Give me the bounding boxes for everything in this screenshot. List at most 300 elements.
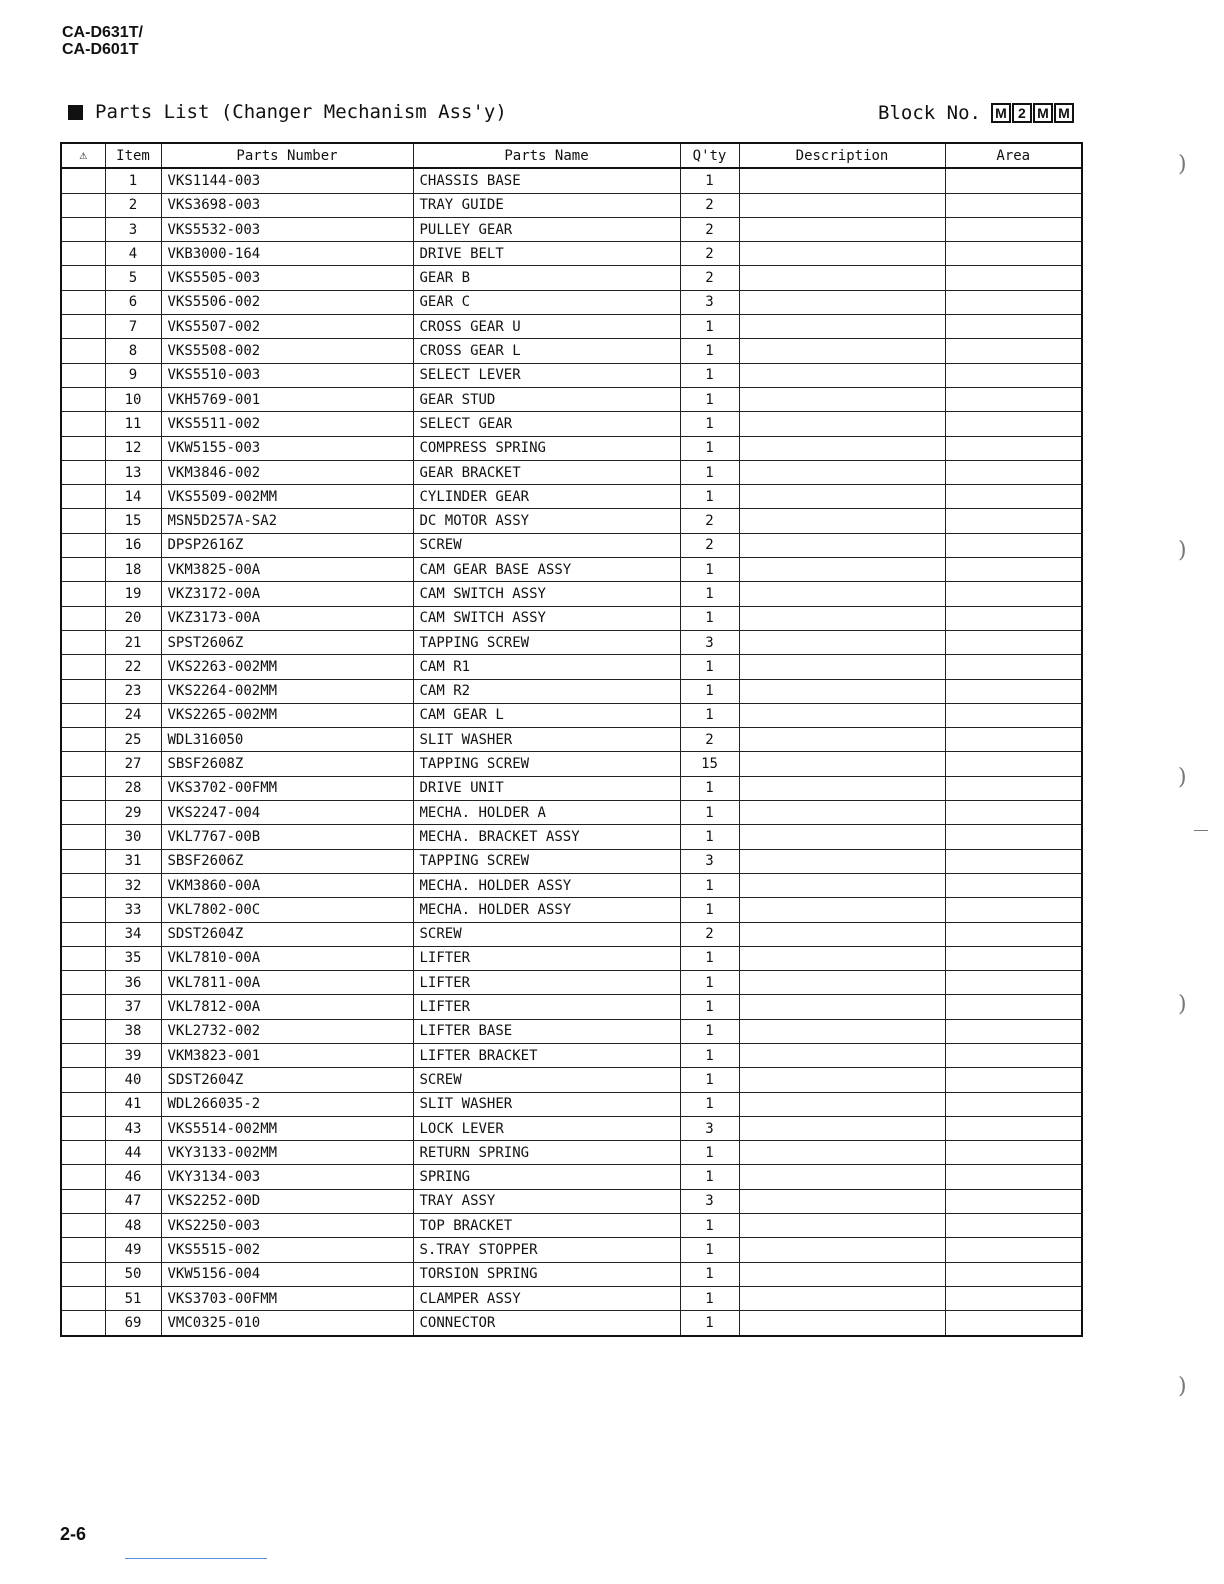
qty-cell: 2 [680, 242, 739, 266]
square-bullet-icon [68, 105, 83, 120]
qty-cell: 1 [680, 1262, 739, 1286]
item-cell: 4 [105, 242, 161, 266]
parts-number-cell: VKW5155-003 [161, 436, 413, 460]
item-cell: 9 [105, 363, 161, 387]
qty-cell: 1 [680, 946, 739, 970]
parts-name-cell: TAPPING SCREW [413, 630, 680, 654]
parts-name-cell: SCREW [413, 1068, 680, 1092]
warning-cell [61, 1092, 105, 1116]
table-row [61, 1238, 1082, 1262]
warning-cell [61, 1311, 105, 1336]
parts-name-cell: GEAR BRACKET [413, 460, 680, 484]
page-number: 2-6 [60, 1524, 87, 1544]
item-cell: 46 [105, 1165, 161, 1189]
qty-cell: 2 [680, 217, 739, 241]
block-code-1: M [991, 103, 1011, 123]
warning-cell [61, 922, 105, 946]
table-row [61, 776, 1082, 800]
item-cell: 10 [105, 387, 161, 411]
parts-number-cell: VKS5511-002 [161, 412, 413, 436]
parts-number-cell: VKZ3173-00A [161, 606, 413, 630]
qty-cell: 3 [680, 630, 739, 654]
qty-cell: 1 [680, 558, 739, 582]
parts-number-cell: WDL266035-2 [161, 1092, 413, 1116]
parts-number-cell: SBSF2606Z [161, 849, 413, 873]
item-cell: 8 [105, 339, 161, 363]
qty-cell: 1 [680, 1311, 739, 1336]
parts-number-cell: VKM3860-00A [161, 873, 413, 897]
footer-rule [125, 1558, 267, 1559]
warning-cell [61, 752, 105, 776]
header-parts-number: Parts Number [161, 143, 413, 168]
warning-cell [61, 703, 105, 727]
warning-cell [61, 533, 105, 557]
table-row [61, 363, 1082, 387]
parts-name-cell: COMPRESS SPRING [413, 436, 680, 460]
parts-name-cell: TAPPING SCREW [413, 752, 680, 776]
model-line-2: CA-D601T [62, 41, 139, 58]
description-cell [739, 1068, 945, 1092]
table-row [61, 339, 1082, 363]
parts-name-cell: CAM R1 [413, 655, 680, 679]
table-row [61, 922, 1082, 946]
qty-cell: 2 [680, 193, 739, 217]
warning-cell [61, 606, 105, 630]
qty-cell: 1 [680, 582, 739, 606]
description-cell [739, 1238, 945, 1262]
parts-name-cell: PULLEY GEAR [413, 217, 680, 241]
qty-cell: 1 [680, 168, 739, 193]
area-cell [945, 339, 1082, 363]
item-cell: 43 [105, 1116, 161, 1140]
item-cell: 35 [105, 946, 161, 970]
warning-cell [61, 1214, 105, 1238]
item-cell: 18 [105, 558, 161, 582]
parts-name-cell: TOP BRACKET [413, 1214, 680, 1238]
area-cell [945, 1311, 1082, 1336]
parts-number-cell: VKS5510-003 [161, 363, 413, 387]
block-number-label: Block No. [878, 102, 981, 124]
parts-table [60, 142, 1083, 1337]
warning-cell [61, 339, 105, 363]
item-cell: 20 [105, 606, 161, 630]
parts-name-cell: TRAY ASSY [413, 1189, 680, 1213]
margin-bracket-mark: ) [1178, 992, 1187, 1017]
parts-number-cell: VKM3846-002 [161, 460, 413, 484]
qty-cell: 1 [680, 776, 739, 800]
parts-number-cell: VKS3703-00FMM [161, 1286, 413, 1310]
item-cell: 36 [105, 971, 161, 995]
warning-cell [61, 1262, 105, 1286]
warning-cell [61, 1019, 105, 1043]
area-cell [945, 1165, 1082, 1189]
table-row [61, 1116, 1082, 1140]
description-cell [739, 1092, 945, 1116]
parts-number-cell: VKL7767-00B [161, 825, 413, 849]
description-cell [739, 485, 945, 509]
description-cell [739, 679, 945, 703]
area-cell [945, 460, 1082, 484]
parts-number-cell: VKL2732-002 [161, 1019, 413, 1043]
table-row [61, 1286, 1082, 1310]
item-cell: 12 [105, 436, 161, 460]
qty-cell: 15 [680, 752, 739, 776]
area-cell [945, 971, 1082, 995]
parts-name-cell: CAM SWITCH ASSY [413, 606, 680, 630]
description-cell [739, 606, 945, 630]
description-cell [739, 412, 945, 436]
area-cell [945, 776, 1082, 800]
parts-number-cell: VKS2264-002MM [161, 679, 413, 703]
item-cell: 15 [105, 509, 161, 533]
description-cell [739, 290, 945, 314]
section-title-text: Parts List (Changer Mechanism Ass'y) [95, 101, 507, 123]
description-cell [739, 728, 945, 752]
table-row [61, 1019, 1082, 1043]
qty-cell: 1 [680, 971, 739, 995]
qty-cell: 1 [680, 436, 739, 460]
block-code-3: M [1033, 103, 1053, 123]
area-cell [945, 1286, 1082, 1310]
area-cell [945, 752, 1082, 776]
block-codes [991, 103, 1074, 123]
area-cell [945, 728, 1082, 752]
warning-cell [61, 315, 105, 339]
table-row [61, 217, 1082, 241]
area-cell [945, 363, 1082, 387]
description-cell [739, 168, 945, 193]
warning-cell [61, 801, 105, 825]
area-cell [945, 946, 1082, 970]
table-row [61, 873, 1082, 897]
qty-cell: 3 [680, 290, 739, 314]
area-cell [945, 849, 1082, 873]
description-cell [739, 946, 945, 970]
qty-cell: 1 [680, 898, 739, 922]
parts-name-cell: GEAR C [413, 290, 680, 314]
parts-name-cell: TORSION SPRING [413, 1262, 680, 1286]
description-cell [739, 1262, 945, 1286]
table-row [61, 630, 1082, 654]
area-cell [945, 1019, 1082, 1043]
area-cell [945, 873, 1082, 897]
table-row [61, 679, 1082, 703]
warning-cell [61, 946, 105, 970]
description-cell [739, 1311, 945, 1336]
item-cell: 51 [105, 1286, 161, 1310]
item-cell: 33 [105, 898, 161, 922]
parts-number-cell: SDST2604Z [161, 922, 413, 946]
parts-number-cell: VKS5514-002MM [161, 1116, 413, 1140]
qty-cell: 1 [680, 1068, 739, 1092]
area-cell [945, 242, 1082, 266]
parts-number-cell: VKL7812-00A [161, 995, 413, 1019]
description-cell [739, 558, 945, 582]
parts-name-cell: LIFTER BRACKET [413, 1043, 680, 1067]
area-cell [945, 266, 1082, 290]
qty-cell: 1 [680, 1165, 739, 1189]
parts-name-cell: CAM GEAR L [413, 703, 680, 727]
qty-cell: 1 [680, 801, 739, 825]
area-cell [945, 922, 1082, 946]
parts-number-cell: VKS5505-003 [161, 266, 413, 290]
warning-cell [61, 995, 105, 1019]
qty-cell: 1 [680, 1141, 739, 1165]
table-row [61, 1165, 1082, 1189]
parts-number-cell: VKS2250-003 [161, 1214, 413, 1238]
warning-cell [61, 266, 105, 290]
parts-number-cell: VKL7810-00A [161, 946, 413, 970]
table-row [61, 1043, 1082, 1067]
description-cell [739, 387, 945, 411]
parts-name-cell: LIFTER [413, 946, 680, 970]
header-area: Area [945, 143, 1082, 168]
warning-cell [61, 825, 105, 849]
item-cell: 40 [105, 1068, 161, 1092]
table-row [61, 606, 1082, 630]
description-cell [739, 1286, 945, 1310]
description-cell [739, 339, 945, 363]
parts-number-cell: VKM3825-00A [161, 558, 413, 582]
parts-name-cell: GEAR B [413, 266, 680, 290]
table-row [61, 1092, 1082, 1116]
warning-cell [61, 485, 105, 509]
warning-cell [61, 168, 105, 193]
item-cell: 48 [105, 1214, 161, 1238]
parts-name-cell: CROSS GEAR U [413, 315, 680, 339]
qty-cell: 1 [680, 387, 739, 411]
parts-number-cell: VKS5515-002 [161, 1238, 413, 1262]
table-row [61, 290, 1082, 314]
parts-name-cell: CAM GEAR BASE ASSY [413, 558, 680, 582]
description-cell [739, 752, 945, 776]
header-item: Item [105, 143, 161, 168]
area-cell [945, 825, 1082, 849]
description-cell [739, 533, 945, 557]
table-row [61, 752, 1082, 776]
table-row [61, 655, 1082, 679]
table-row [61, 460, 1082, 484]
parts-number-cell: VKL7811-00A [161, 971, 413, 995]
item-cell: 21 [105, 630, 161, 654]
parts-number-cell: SBSF2608Z [161, 752, 413, 776]
parts-name-cell: TRAY GUIDE [413, 193, 680, 217]
description-cell [739, 1189, 945, 1213]
table-row [61, 1189, 1082, 1213]
qty-cell: 2 [680, 728, 739, 752]
parts-number-cell: VKZ3172-00A [161, 582, 413, 606]
description-cell [739, 509, 945, 533]
warning-cell [61, 1043, 105, 1067]
margin-bracket-mark: ) [1178, 765, 1187, 790]
area-cell [945, 1068, 1082, 1092]
parts-number-cell: SPST2606Z [161, 630, 413, 654]
qty-cell: 1 [680, 825, 739, 849]
parts-name-cell: SELECT LEVER [413, 363, 680, 387]
parts-number-cell: VMC0325-010 [161, 1311, 413, 1336]
parts-name-cell: SCREW [413, 533, 680, 557]
parts-number-cell: VKM3823-001 [161, 1043, 413, 1067]
description-cell [739, 898, 945, 922]
table-row [61, 436, 1082, 460]
parts-name-cell: SCREW [413, 922, 680, 946]
description-cell [739, 266, 945, 290]
section-title [68, 101, 507, 123]
margin-bracket-mark: ) [1178, 152, 1187, 177]
warning-icon: ⚠ [61, 143, 105, 168]
item-cell: 49 [105, 1238, 161, 1262]
parts-name-cell: MECHA. HOLDER A [413, 801, 680, 825]
parts-name-cell: SPRING [413, 1165, 680, 1189]
parts-number-cell: VKS3702-00FMM [161, 776, 413, 800]
warning-cell [61, 193, 105, 217]
parts-name-cell: S.TRAY STOPPER [413, 1238, 680, 1262]
warning-cell [61, 630, 105, 654]
parts-number-cell: WDL316050 [161, 728, 413, 752]
parts-number-cell: VKS5508-002 [161, 339, 413, 363]
parts-number-cell: MSN5D257A-SA2 [161, 509, 413, 533]
description-cell [739, 825, 945, 849]
warning-cell [61, 290, 105, 314]
warning-cell [61, 971, 105, 995]
item-cell: 19 [105, 582, 161, 606]
block-code-2: 2 [1012, 103, 1032, 123]
description-cell [739, 655, 945, 679]
area-cell [945, 630, 1082, 654]
description-cell [739, 315, 945, 339]
table-row [61, 266, 1082, 290]
area-cell [945, 290, 1082, 314]
table-row [61, 1262, 1082, 1286]
area-cell [945, 801, 1082, 825]
parts-number-cell: VKS5506-002 [161, 290, 413, 314]
area-cell [945, 1092, 1082, 1116]
qty-cell: 2 [680, 266, 739, 290]
item-cell: 37 [105, 995, 161, 1019]
qty-cell: 1 [680, 655, 739, 679]
qty-cell: 1 [680, 1092, 739, 1116]
qty-cell: 1 [680, 1214, 739, 1238]
warning-cell [61, 1141, 105, 1165]
description-cell [739, 242, 945, 266]
table-row [61, 168, 1082, 193]
table-row [61, 387, 1082, 411]
parts-number-cell: SDST2604Z [161, 1068, 413, 1092]
description-cell [739, 776, 945, 800]
table-row [61, 1214, 1082, 1238]
item-cell: 2 [105, 193, 161, 217]
warning-cell [61, 387, 105, 411]
table-row [61, 558, 1082, 582]
qty-cell: 3 [680, 1116, 739, 1140]
qty-cell: 3 [680, 849, 739, 873]
table-row [61, 533, 1082, 557]
parts-name-cell: CROSS GEAR L [413, 339, 680, 363]
area-cell [945, 193, 1082, 217]
warning-cell [61, 655, 105, 679]
description-cell [739, 922, 945, 946]
margin-bracket-mark: ) [1178, 1374, 1187, 1399]
qty-cell: 1 [680, 703, 739, 727]
area-cell [945, 898, 1082, 922]
item-cell: 44 [105, 1141, 161, 1165]
warning-cell [61, 217, 105, 241]
parts-name-cell: CLAMPER ASSY [413, 1286, 680, 1310]
item-cell: 14 [105, 485, 161, 509]
description-cell [739, 1043, 945, 1067]
parts-name-cell: CHASSIS BASE [413, 168, 680, 193]
parts-name-cell: LOCK LEVER [413, 1116, 680, 1140]
parts-number-cell: VKB3000-164 [161, 242, 413, 266]
item-cell: 30 [105, 825, 161, 849]
warning-cell [61, 776, 105, 800]
parts-name-cell: GEAR STUD [413, 387, 680, 411]
qty-cell: 1 [680, 679, 739, 703]
area-cell [945, 436, 1082, 460]
item-cell: 11 [105, 412, 161, 436]
description-cell [739, 1165, 945, 1189]
parts-name-cell: DRIVE UNIT [413, 776, 680, 800]
item-cell: 24 [105, 703, 161, 727]
warning-cell [61, 412, 105, 436]
area-cell [945, 1043, 1082, 1067]
description-cell [739, 801, 945, 825]
table-row [61, 995, 1082, 1019]
area-cell [945, 509, 1082, 533]
table-row [61, 242, 1082, 266]
parts-number-cell: VKL7802-00C [161, 898, 413, 922]
description-cell [739, 1214, 945, 1238]
warning-cell [61, 873, 105, 897]
description-cell [739, 630, 945, 654]
item-cell: 5 [105, 266, 161, 290]
table-row [61, 825, 1082, 849]
area-cell [945, 1214, 1082, 1238]
table-row [61, 412, 1082, 436]
table-row [61, 946, 1082, 970]
item-cell: 69 [105, 1311, 161, 1336]
parts-name-cell: RETURN SPRING [413, 1141, 680, 1165]
warning-cell [61, 1286, 105, 1310]
qty-cell: 2 [680, 509, 739, 533]
description-cell [739, 873, 945, 897]
area-cell [945, 217, 1082, 241]
item-cell: 31 [105, 849, 161, 873]
item-cell: 38 [105, 1019, 161, 1043]
area-cell [945, 1116, 1082, 1140]
item-cell: 25 [105, 728, 161, 752]
warning-cell [61, 1189, 105, 1213]
qty-cell: 3 [680, 1189, 739, 1213]
table-row [61, 1141, 1082, 1165]
warning-cell [61, 558, 105, 582]
warning-cell [61, 898, 105, 922]
parts-name-cell: CAM SWITCH ASSY [413, 582, 680, 606]
description-cell [739, 703, 945, 727]
description-cell [739, 460, 945, 484]
item-cell: 23 [105, 679, 161, 703]
parts-number-cell: VKS2265-002MM [161, 703, 413, 727]
table-row [61, 898, 1082, 922]
qty-cell: 1 [680, 873, 739, 897]
description-cell [739, 193, 945, 217]
area-cell [945, 1262, 1082, 1286]
description-cell [739, 363, 945, 387]
warning-cell [61, 849, 105, 873]
parts-number-cell: VKS2263-002MM [161, 655, 413, 679]
table-row [61, 1068, 1082, 1092]
area-cell [945, 995, 1082, 1019]
